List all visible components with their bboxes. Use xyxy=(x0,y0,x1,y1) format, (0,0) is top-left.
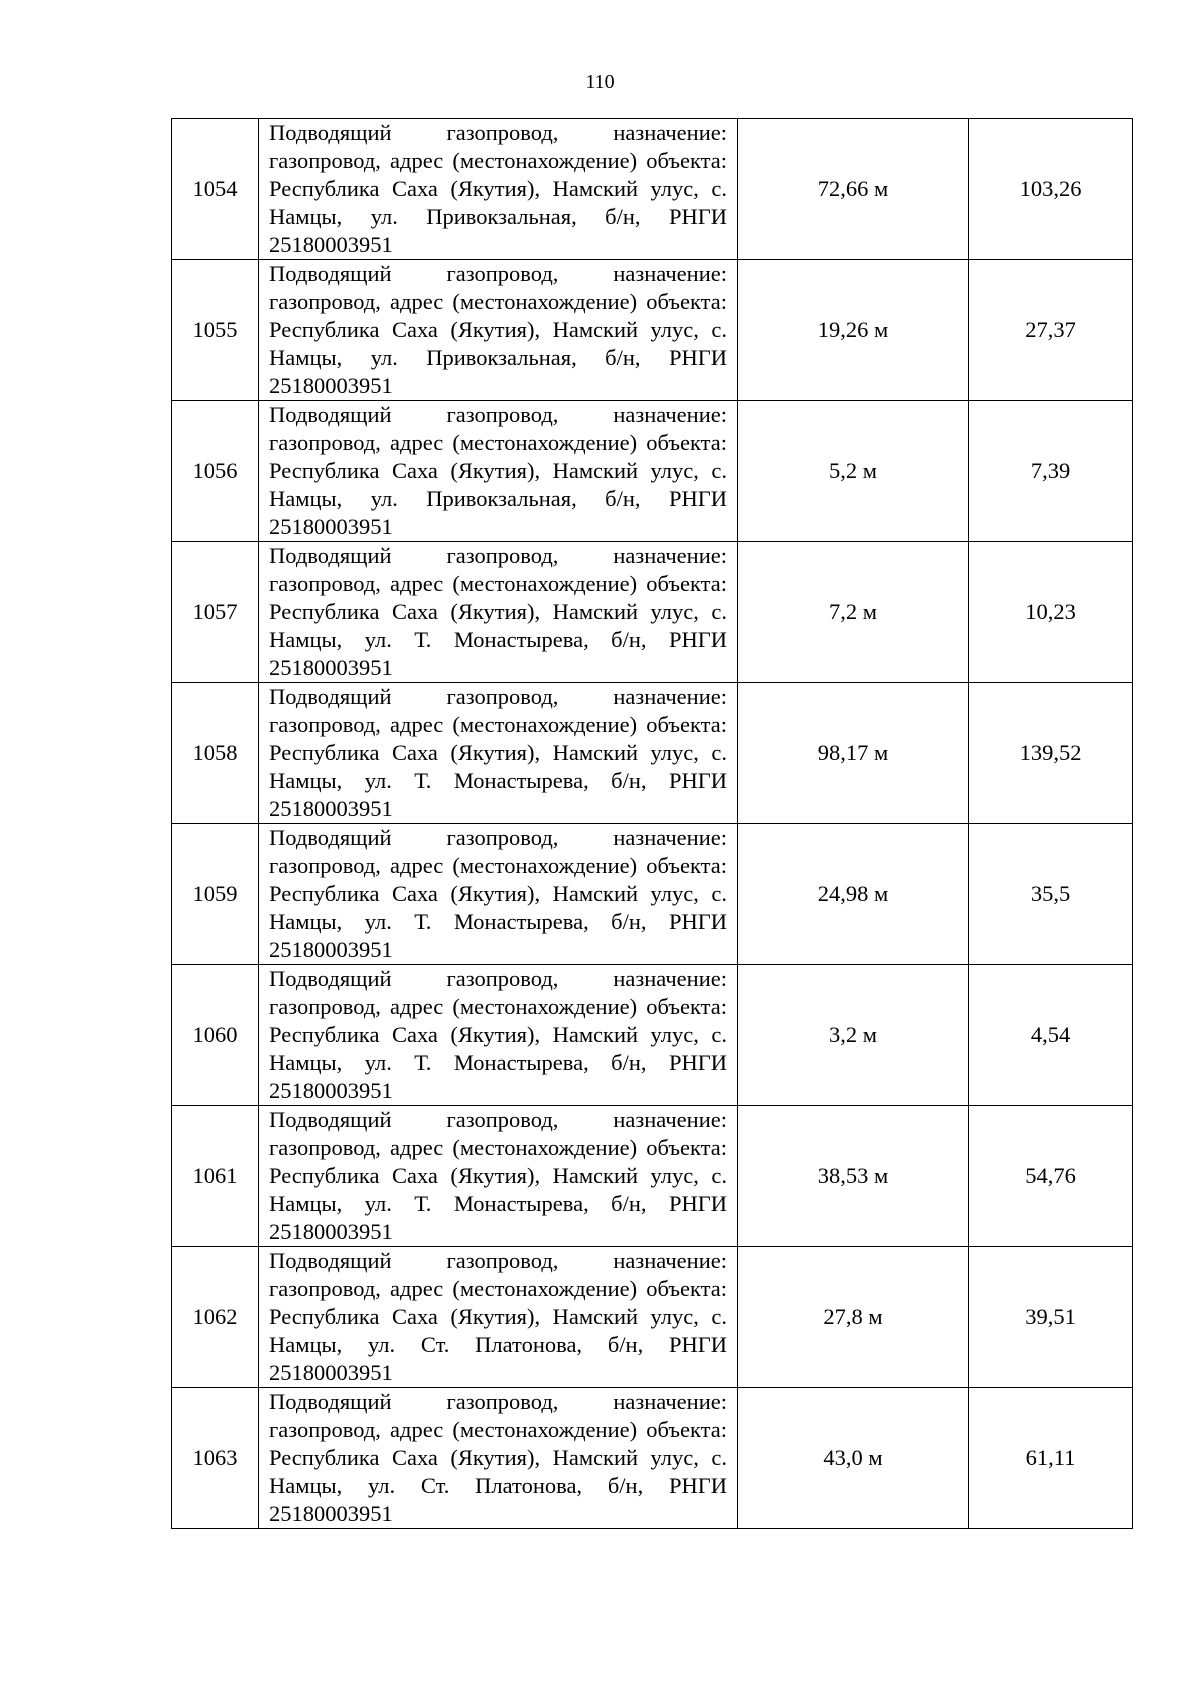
row-description-cell xyxy=(259,260,738,401)
row-description-cell xyxy=(259,119,738,260)
row-length: 38,53 м xyxy=(738,1106,969,1247)
row-value: 4,54 xyxy=(969,965,1133,1106)
row-description-cell xyxy=(259,401,738,542)
row-number: 1061 xyxy=(172,1106,259,1247)
row-number: 1058 xyxy=(172,683,259,824)
table-row xyxy=(172,1247,1133,1388)
registry-table-body xyxy=(172,119,1133,1529)
row-value: 54,76 xyxy=(969,1106,1133,1247)
registry-table xyxy=(171,118,1133,1529)
row-description: Подводящий газопровод, назначение: газопровод, адрес (местонахождение) объекта: Республика Саха (Якутия), Намский улус, с. Намцы, ул. Т. Монастырева, б/н, РНГИ 25180003951 xyxy=(269,825,727,962)
table-row xyxy=(172,824,1133,965)
row-description-cell xyxy=(259,683,738,824)
table-row xyxy=(172,1388,1133,1529)
row-number: 1059 xyxy=(172,824,259,965)
table-row xyxy=(172,260,1133,401)
row-value: 139,52 xyxy=(969,683,1133,824)
row-description: Подводящий газопровод, назначение: газопровод, адрес (местонахождение) объекта: Республика Саха (Якутия), Намский улус, с. Намцы, ул. Ст. Платонова, б/н, РНГИ 25180003951 xyxy=(269,1248,727,1385)
row-value: 35,5 xyxy=(969,824,1133,965)
row-description: Подводящий газопровод, назначение: газопровод, адрес (местонахождение) объекта: Республика Саха (Якутия), Намский улус, с. Намцы, ул. Т. Монастырева, б/н, РНГИ 25180003951 xyxy=(269,1107,727,1244)
row-length: 7,2 м xyxy=(738,542,969,683)
row-length: 27,8 м xyxy=(738,1247,969,1388)
row-length: 3,2 м xyxy=(738,965,969,1106)
row-length: 19,26 м xyxy=(738,260,969,401)
page-number: 110 xyxy=(585,71,615,93)
row-value: 61,11 xyxy=(969,1388,1133,1529)
row-value: 7,39 xyxy=(969,401,1133,542)
row-description-cell xyxy=(259,1388,738,1529)
row-description: Подводящий газопровод, назначение: газопровод, адрес (местонахождение) объекта: Республика Саха (Якутия), Намский улус, с. Намцы, ул. Т. Монастырева, б/н, РНГИ 25180003951 xyxy=(269,543,727,680)
row-number: 1060 xyxy=(172,965,259,1106)
row-length: 5,2 м xyxy=(738,401,969,542)
row-length: 24,98 м xyxy=(738,824,969,965)
table-row xyxy=(172,119,1133,260)
row-description: Подводящий газопровод, назначение: газопровод, адрес (местонахождение) объекта: Республика Саха (Якутия), Намский улус, с. Намцы, ул. Т. Монастырева, б/н, РНГИ 25180003951 xyxy=(269,966,727,1103)
row-number: 1057 xyxy=(172,542,259,683)
row-number: 1056 xyxy=(172,401,259,542)
row-description: Подводящий газопровод, назначение: газопровод, адрес (местонахождение) объекта: Республика Саха (Якутия), Намский улус, с. Намцы, ул. Привокзальная, б/н, РНГИ 25180003951 xyxy=(269,402,727,539)
row-description: Подводящий газопровод, назначение: газопровод, адрес (местонахождение) объекта: Республика Саха (Якутия), Намский улус, с. Намцы, ул. Ст. Платонова, б/н, РНГИ 25180003951 xyxy=(269,1389,727,1526)
row-number: 1055 xyxy=(172,260,259,401)
row-value: 103,26 xyxy=(969,119,1133,260)
row-description-cell xyxy=(259,1106,738,1247)
row-number: 1062 xyxy=(172,1247,259,1388)
row-value: 27,37 xyxy=(969,260,1133,401)
row-value: 39,51 xyxy=(969,1247,1133,1388)
row-number: 1063 xyxy=(172,1388,259,1529)
table-row xyxy=(172,1106,1133,1247)
row-length: 72,66 м xyxy=(738,119,969,260)
table-row xyxy=(172,683,1133,824)
row-description-cell xyxy=(259,1247,738,1388)
row-description-cell xyxy=(259,542,738,683)
row-description: Подводящий газопровод, назначение: газопровод, адрес (местонахождение) объекта: Республика Саха (Якутия), Намский улус, с. Намцы, ул. Т. Монастырева, б/н, РНГИ 25180003951 xyxy=(269,684,727,821)
row-length: 43,0 м xyxy=(738,1388,969,1529)
row-description: Подводящий газопровод, назначение: газопровод, адрес (местонахождение) объекта: Республика Саха (Якутия), Намский улус, с. Намцы, ул. Привокзальная, б/н, РНГИ 25180003951 xyxy=(269,120,727,257)
row-number: 1054 xyxy=(172,119,259,260)
table-row xyxy=(172,965,1133,1106)
row-description: Подводящий газопровод, назначение: газопровод, адрес (местонахождение) объекта: Республика Саха (Якутия), Намский улус, с. Намцы, ул. Привокзальная, б/н, РНГИ 25180003951 xyxy=(269,261,727,398)
row-description-cell xyxy=(259,824,738,965)
table-row xyxy=(172,401,1133,542)
row-description-cell xyxy=(259,965,738,1106)
table-row xyxy=(172,542,1133,683)
row-value: 10,23 xyxy=(969,542,1133,683)
row-length: 98,17 м xyxy=(738,683,969,824)
